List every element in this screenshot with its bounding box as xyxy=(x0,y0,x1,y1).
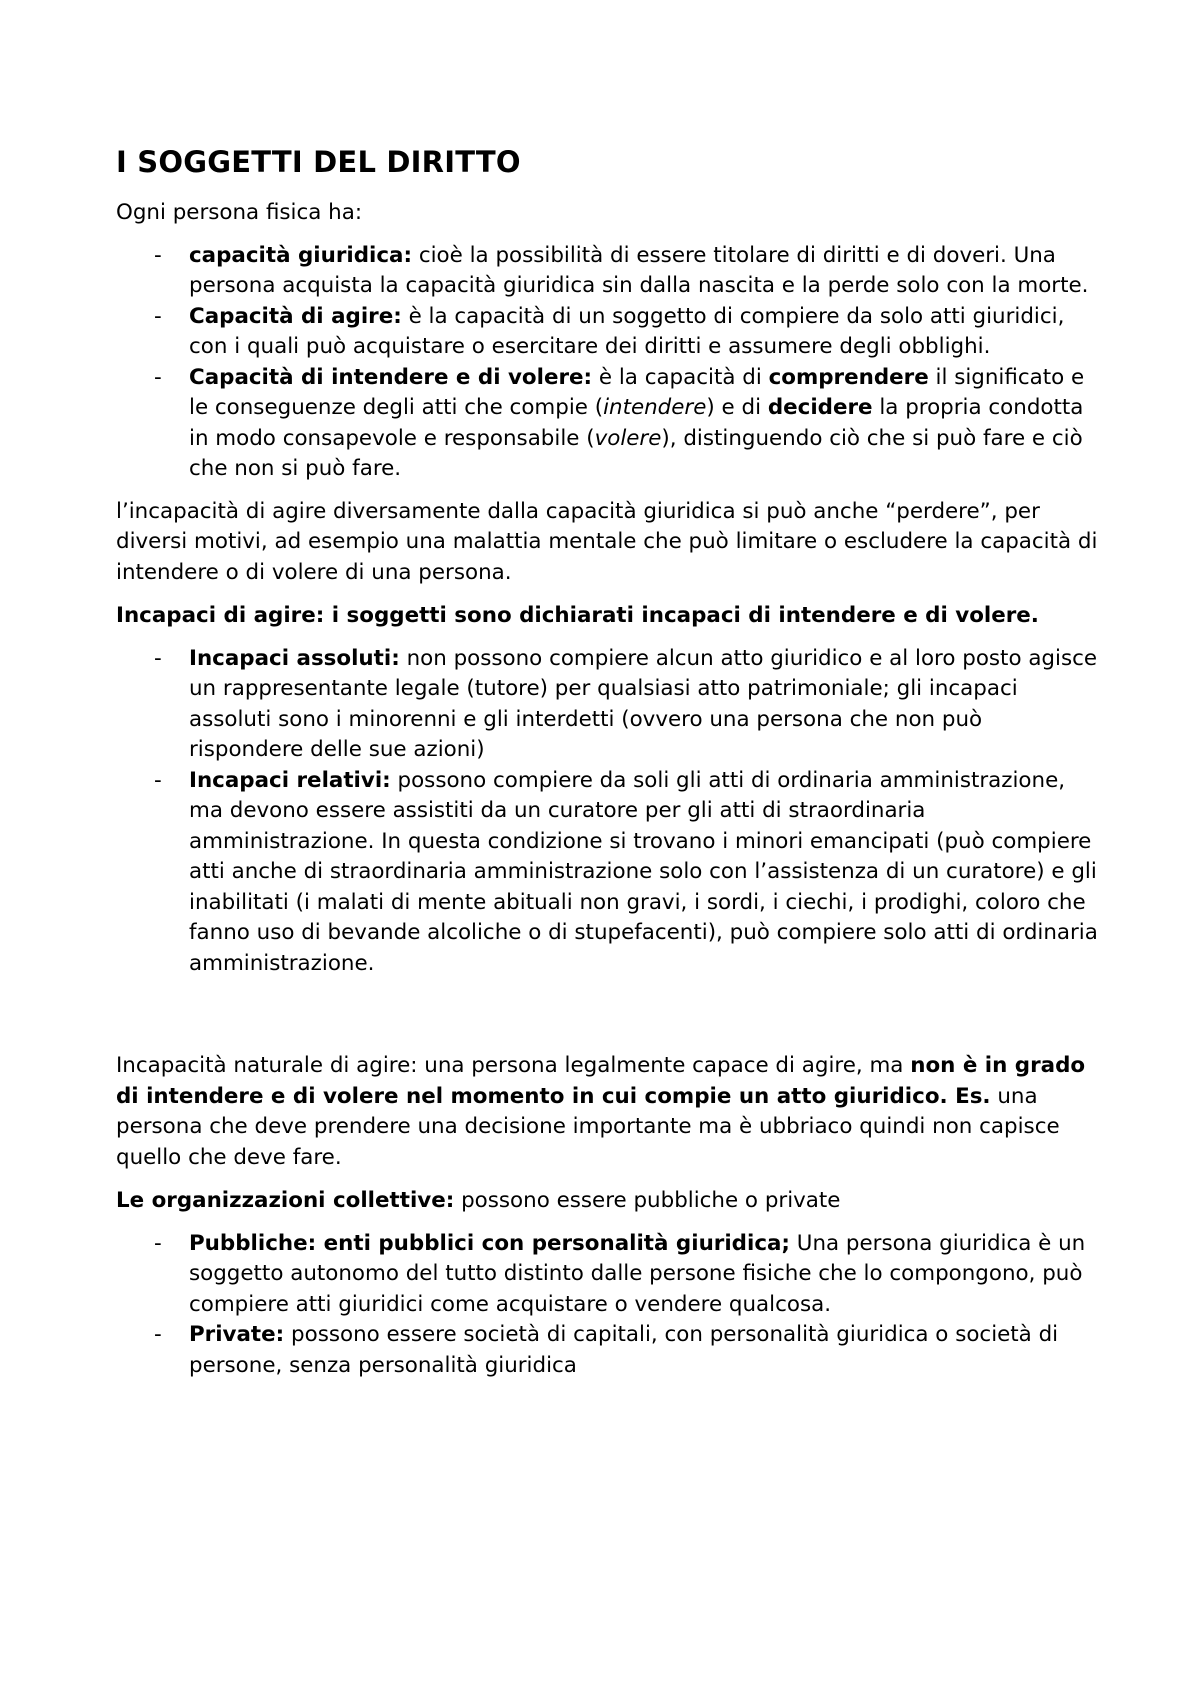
bullet-dash: - xyxy=(154,242,162,268)
intro-text: Ogni persona fisica ha: xyxy=(116,200,363,225)
list-item xyxy=(116,363,1100,485)
bullet-dash: - xyxy=(154,1322,162,1347)
natural-incapacity-paragraph xyxy=(116,1051,1100,1173)
list-item-text: non possono compiere alcun atto giuridico e al loro posto agisce un rappresentante legale (tutore) per qualsiasi atto patrimoniale; gli incapaci assoluti sono i minorenni e gli interdetti (ovvero una persona che non può rispondere delle sue azioni) xyxy=(189,645,1098,762)
bullet-dash: - xyxy=(154,364,162,390)
list-item-text: è la capacità di xyxy=(592,364,769,390)
organizations-list xyxy=(116,1229,1100,1382)
list-item-term: Private: xyxy=(189,1322,285,1347)
list-item xyxy=(116,1229,1100,1321)
list-item-text: è la capacità di un soggetto di compiere da solo atti giuridici, con i quali può acquistare o esercitare dei diritti e assumere degli obblighi. xyxy=(189,303,1065,359)
bullet-dash: - xyxy=(154,645,162,671)
list-item-text: la propria condotta in modo consapevole e responsabile ( xyxy=(189,395,1084,451)
emphasis-bold: non è in grado di intendere e di volere nel momento in cui compie un atto giuridico. Es. xyxy=(116,1053,1086,1109)
organizations-term: Le organizzazioni collettive: xyxy=(116,1188,455,1213)
list-item xyxy=(116,302,1100,363)
list-item-term: Incapaci relativi: xyxy=(189,767,391,793)
list-item-text: ) e di xyxy=(706,395,768,420)
bullet-dash: - xyxy=(154,767,162,793)
list-item-text: possono compiere da soli gli atti di ordinaria amministrazione, ma devono essere assistiti da un curatore per gli atti di straordinaria amministrazione. In questa condizione si trovano i minori emancipati (può compiere atti anche di straordinaria amministrazione solo con l’assistenza di un curatore) e gli inabilitati (i malati di mente abituali non gravi, i sordi, i ciechi, i prodighi, coloro che fanno uso di bevande alcoliche o di stupefacenti), può compiere solo atti di ordinaria amministrazione. xyxy=(189,767,1098,976)
list-item xyxy=(116,1320,1100,1381)
paragraph-text: una persona che deve prendere una decisione importante ma è ubbriaco quindi non capisce quello che deve fare. xyxy=(116,1083,1060,1170)
incapaci-heading: Incapaci di agire: i soggetti sono dichiarati incapaci di intendere e di volere. xyxy=(116,603,1039,628)
document-body xyxy=(116,144,1100,1381)
loss-paragraph: l’incapacità di agire diversamente dalla capacità giuridica si può anche “perdere”, per diversi motivi, ad esempio una malattia mentale che può limitare o escludere la capacità di intendere o di volere di una persona. xyxy=(116,498,1098,585)
list-item-term: Incapaci assoluti: xyxy=(189,645,400,671)
list-item-text: il significato e le conseguenze degli atti che compie ( xyxy=(189,364,1085,420)
page-title: I SOGGETTI DEL DIRITTO xyxy=(116,145,521,179)
incapaci-list xyxy=(116,644,1100,980)
paragraph-text: Incapacità naturale di agire: una persona legalmente capace di agire, ma xyxy=(116,1053,911,1078)
bullet-dash: - xyxy=(154,1230,162,1256)
list-item xyxy=(116,766,1100,980)
bullet-dash: - xyxy=(154,303,162,329)
list-item-text: ), distinguendo ciò che si può fare e ciò che non si può fare. xyxy=(189,425,1083,481)
list-item xyxy=(116,241,1100,302)
list-item-text: cioè la possibilità di essere titolare di diritti e di doveri. Una persona acquista la capacità giuridica sin dalla nascita e la perde solo con la morte. xyxy=(189,242,1089,298)
emphasis-bold: decidere xyxy=(767,395,873,420)
organizations-paragraph xyxy=(116,1186,1100,1217)
list-item-term: Capacità di agire: xyxy=(189,303,402,329)
paragraph-text: possono essere pubbliche o private xyxy=(454,1188,841,1213)
list-item-text: possono essere società di capitali, con personalità giuridica o società di persone, senza personalità giuridica xyxy=(189,1322,1059,1378)
list-item xyxy=(116,644,1100,766)
emphasis-bold: comprendere xyxy=(768,364,929,390)
list-item-text: Una persona giuridica è un soggetto autonomo del tutto distinto dalle persone fisiche che lo compongono, può compiere atti giuridici come acquistare o vendere qualcosa. xyxy=(189,1230,1086,1317)
list-item-term: capacità giuridica: xyxy=(189,242,413,268)
capacities-list xyxy=(116,241,1100,485)
list-item-term: Capacità di intendere e di volere: xyxy=(189,364,593,390)
emphasis-italic: volere xyxy=(594,425,662,451)
emphasis-italic: intendere xyxy=(603,395,707,420)
list-item-term: Pubbliche: enti pubblici con personalità giuridica; xyxy=(189,1230,790,1256)
